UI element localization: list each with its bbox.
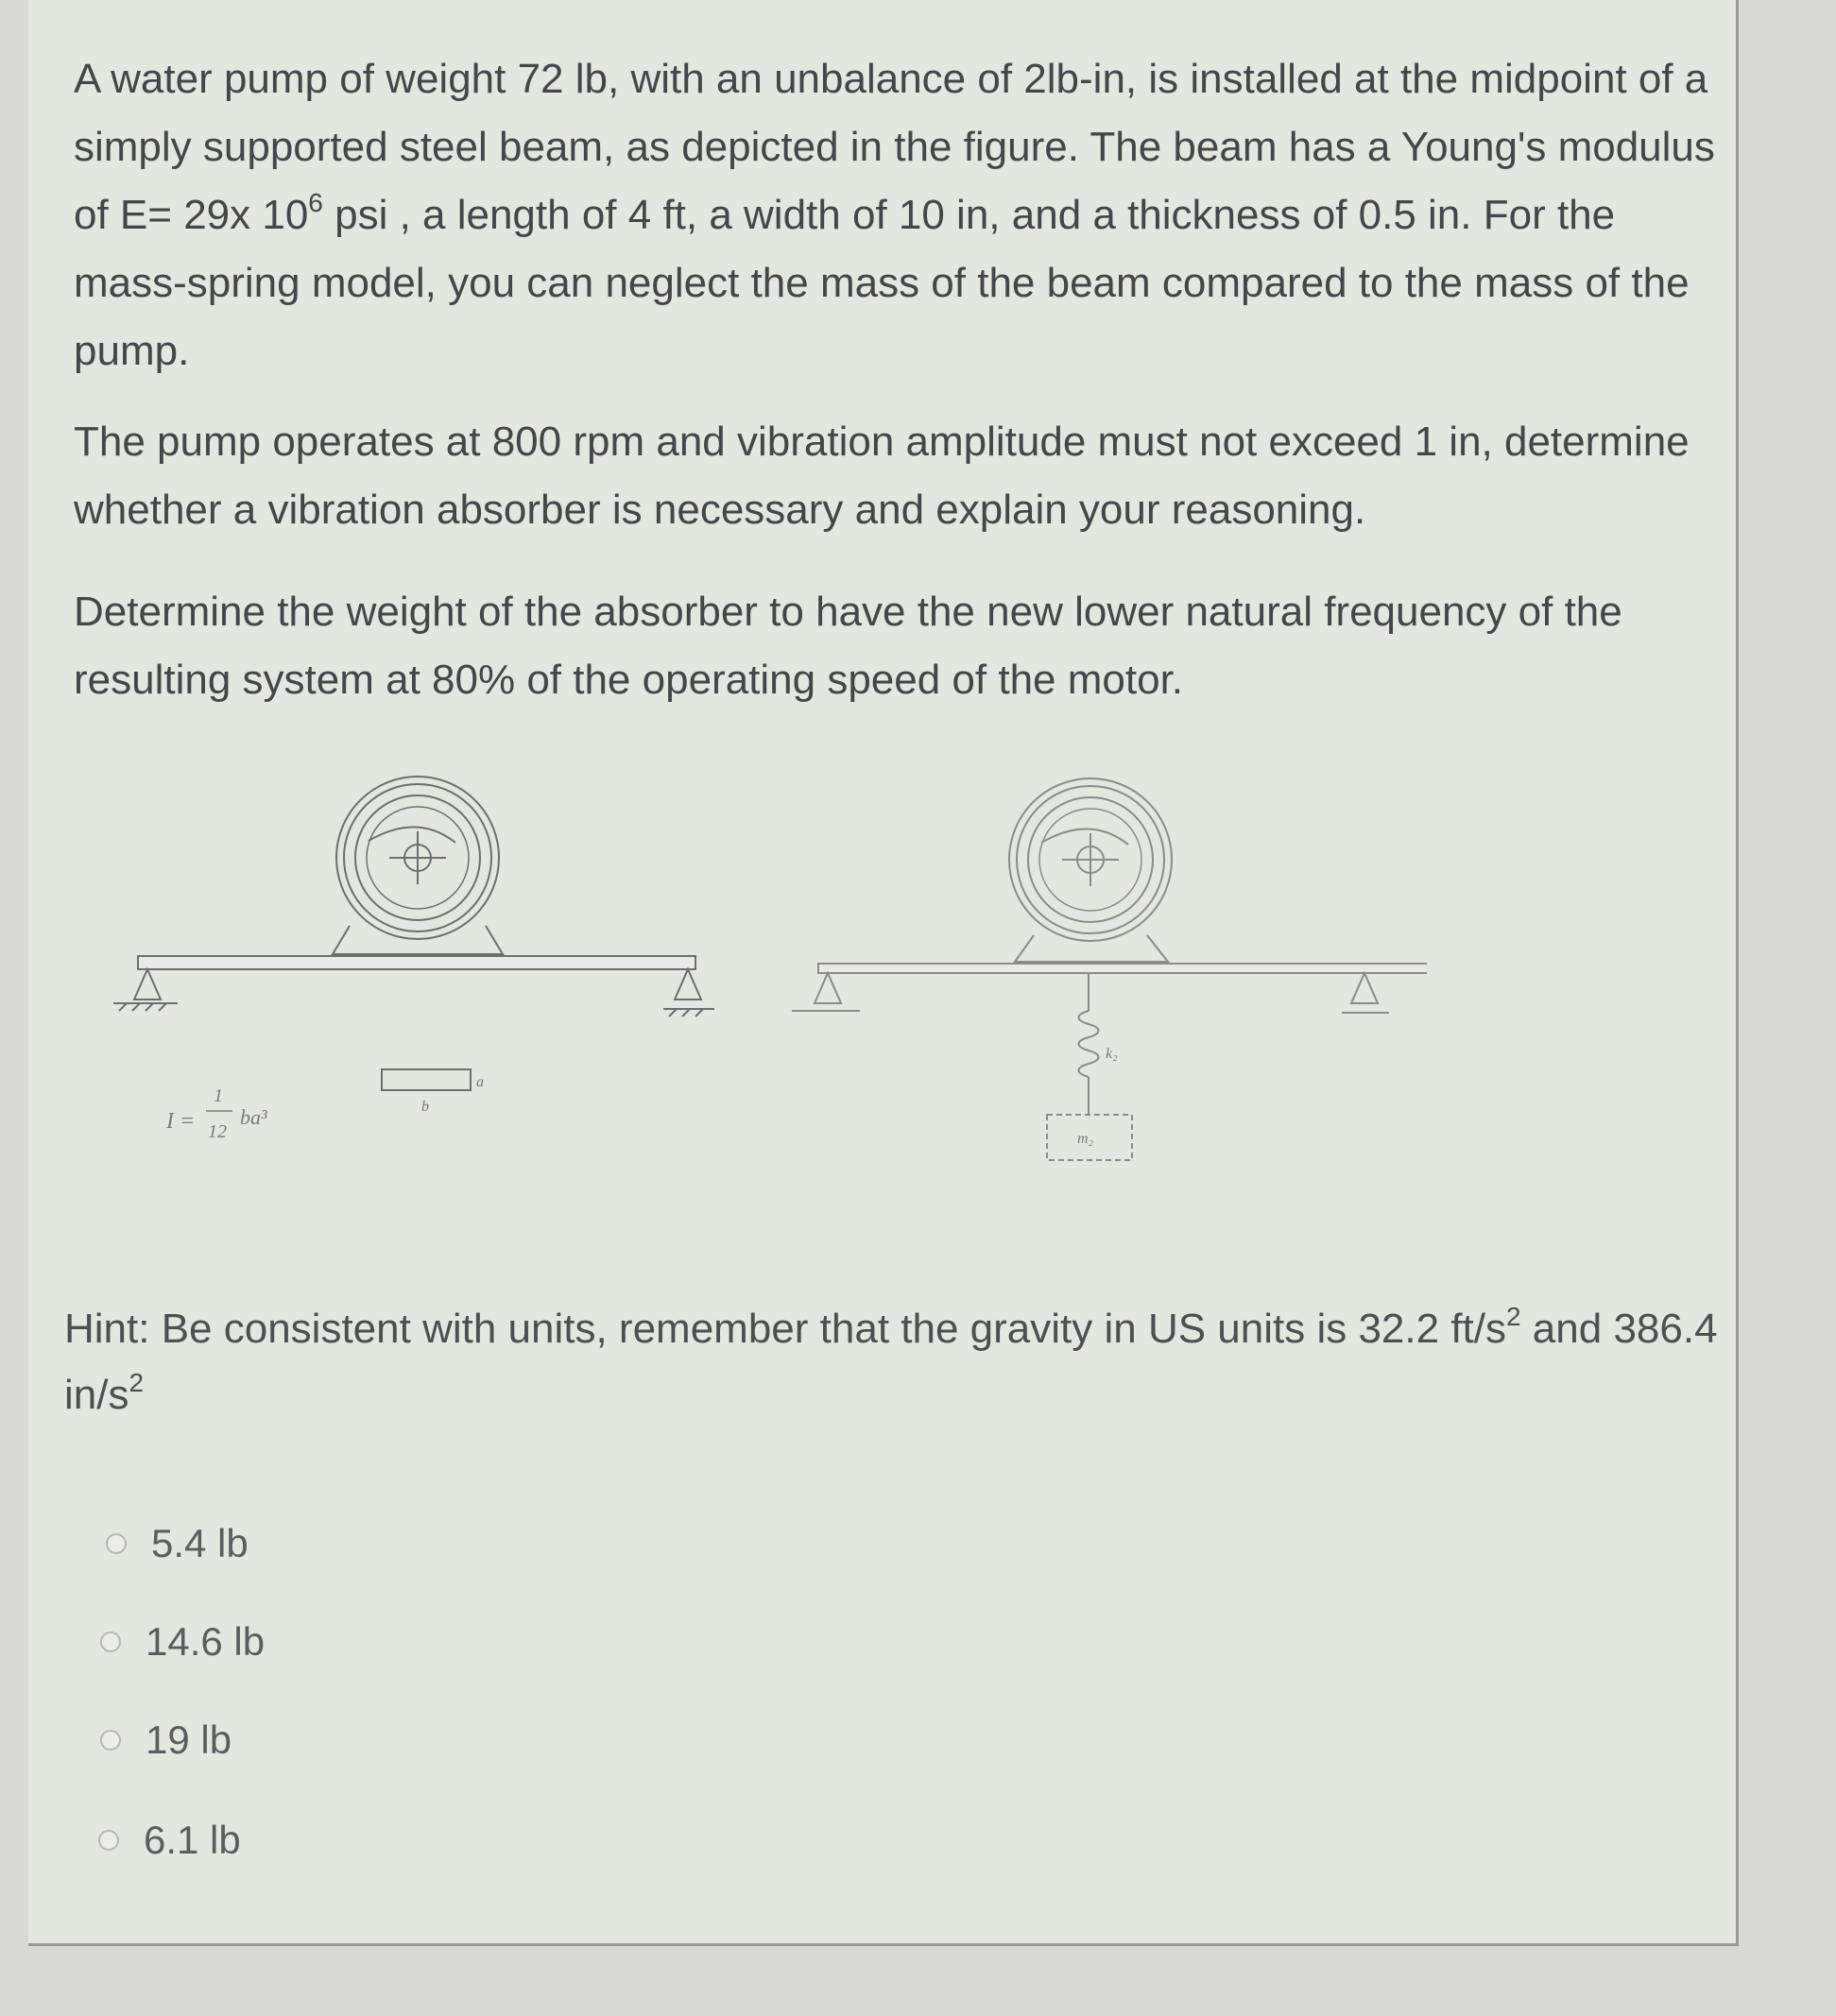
exponent: 2 (1506, 1302, 1521, 1331)
hint-text-part: and 386.4 in/s (64, 1306, 1718, 1418)
roller-support-icon (663, 969, 714, 1017)
absorber-label: m₂ (1077, 1131, 1094, 1147)
pin-support-icon (792, 973, 860, 1011)
question-card (28, 0, 1739, 1946)
formula-numerator: 1 (214, 1085, 223, 1106)
radio-button[interactable] (100, 1632, 121, 1652)
question-paragraph-1 (74, 45, 1737, 385)
answer-option-label: 5.4 lb (151, 1521, 249, 1565)
beam-cross-section (382, 1069, 471, 1090)
hint-text-part: Hint: Be consistent with units, remember that the gravity in US units is 32.2 ft/s (64, 1306, 1506, 1352)
question-text-part: A water pump of weight 72 lb, with an unbalance of 2lb-in, is installed at the midpoint of a simply supported steel beam, as depicted in the figure. The beam has a Young's modulus of E= 29x 10 (74, 56, 1715, 238)
radio-button[interactable] (98, 1830, 119, 1851)
section-label-a: a (476, 1074, 484, 1090)
pin-support-icon (113, 969, 178, 1011)
question-paragraph-2: The pump operates at 800 rpm and vibration amplitude must not exceed 1 in, determine whether a vibration absorber is necessary and explain your reasoning. (74, 419, 1690, 533)
beam-with-absorber (792, 778, 1427, 1160)
answer-option[interactable] (106, 1515, 249, 1572)
question-text-part: psi , a length of 4 ft, a width of 10 in, and a thickness of 0.5 in. For the mass-spring model, you can neglect the mass of the beam compared to the mass of the pump. (74, 192, 1690, 374)
formula-lhs: I = (166, 1109, 196, 1134)
beam-with-pump (113, 777, 714, 1090)
radio-button[interactable] (106, 1533, 127, 1554)
answer-option[interactable] (98, 1812, 241, 1869)
formula-denominator: 12 (208, 1121, 227, 1142)
pump-icon (1009, 778, 1172, 962)
answer-option[interactable] (100, 1614, 265, 1670)
hint-text (64, 1296, 1727, 1428)
beam (818, 964, 1427, 973)
pump-icon (333, 777, 503, 954)
section-label-b: b (421, 1099, 429, 1115)
answer-option[interactable] (100, 1712, 232, 1768)
roller-support-icon (1342, 973, 1389, 1013)
beam-figure (85, 775, 1427, 1209)
question-paragraph-3: Determine the weight of the absorber to have the new lower natural frequency of the resulting system at 80% of the operating speed of the motor. (74, 589, 1622, 703)
spring-icon (1079, 973, 1099, 1115)
beam (138, 956, 695, 969)
answer-option-label: 6.1 lb (144, 1818, 241, 1862)
formula-rhs: ba³ (240, 1105, 267, 1129)
answer-option-label: 19 lb (146, 1717, 232, 1762)
exponent: 2 (129, 1368, 145, 1397)
answer-option-label: 14.6 lb (146, 1619, 266, 1664)
spring-label: k₂ (1106, 1046, 1118, 1062)
radio-button[interactable] (100, 1730, 121, 1751)
exponent: 6 (308, 188, 323, 217)
